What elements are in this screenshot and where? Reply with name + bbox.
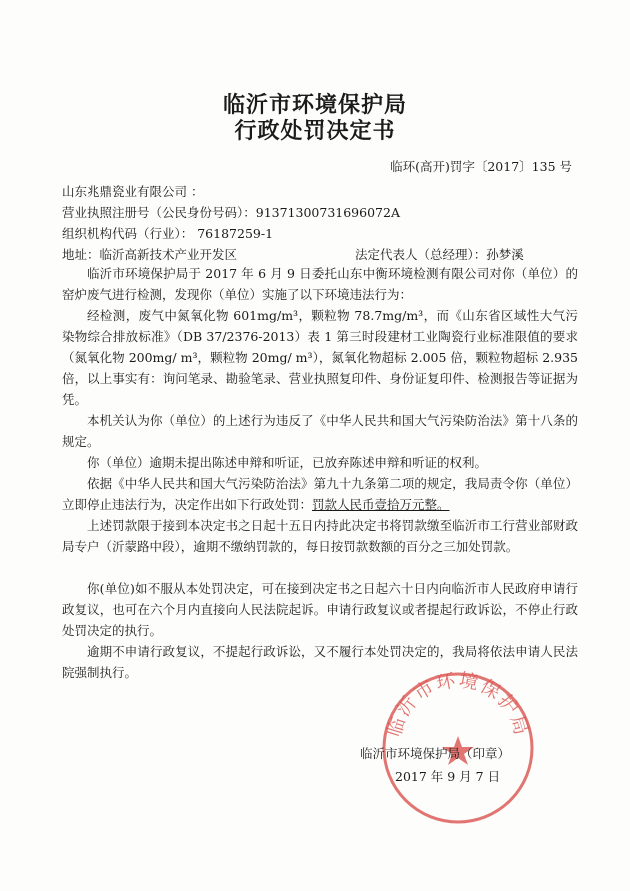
license-number: 营业执照注册号（公民身份号码）：91371300731696072A <box>62 205 400 220</box>
issuing-authority: 临沂市环境保护局（印章） <box>360 746 511 761</box>
issue-date: 2017 年 9 月 7 日 <box>395 769 501 784</box>
paragraph-enforcement: 逾期不申请行政复议，不提起行政诉讼，又不履行本处罚决定的，我局将依法申请人民法院强制执行。 <box>62 644 578 680</box>
penalty-amount: 罚款人民币壹拾万元整。 <box>312 497 450 512</box>
paragraph-payment: 上述罚款限于接到本决定书之日起十五日内持此决定书将罚款缴至临沂市工行营业部财政局专户（沂蒙路中段），逾期不缴纳罚款的，每日按罚款数额的百分之三加处罚款。 <box>62 518 578 554</box>
paragraph-inspection: 临沂市环境保护局于 2017 年 6 月 9 日委托山东中衡环境检测有限公司对你（单位）的窑炉废气进行检测，发现你（单位）实施了以下环境违法行为： <box>62 266 578 302</box>
paragraph-appeal: 你(单位)如不服从本处罚决定，可在接到决定书之日起六十日内向临沂市人民政府申请行政复议，也可在六个月内直接向人民法院起诉。申请行政复议或者提起行政诉讼，不停止行政处罚决定的执行。 <box>62 581 578 638</box>
legal-representative: 法定代表人（总经理）：孙梦溪 <box>355 247 524 262</box>
svg-text:临沂市环境保护局 <box>383 669 533 739</box>
paragraph-waiver: 你（单位）逾期未提出陈述申辩和听证，已放弃陈述申辩和听证的权利。 <box>87 455 488 470</box>
document-title-line2: 行政处罚决定书 <box>234 118 396 144</box>
paragraph-violation: 本机关认为你（单位）的上述行为违反了《中华人民共和国大气污染防治法》第十八条的规定。 <box>62 413 578 449</box>
document-number: 临环(高开)罚字〔2017〕135 号 <box>390 159 572 174</box>
decision-text: 依据《中华人民共和国大气污染防治法》第九十九条第二项的规定，我局责令你（单位）立即停止违法行为，决定作出如下行政处罚： <box>62 476 578 512</box>
org-code: 组织机构代码（行业）： 76187259-1 <box>62 226 274 241</box>
seal-text: 临沂市环境保护局 <box>383 669 533 740</box>
document-title-line1: 临沂市环境保护局 <box>222 92 407 118</box>
party-name: 山东兆鼎瓷业有限公司 ： <box>62 184 204 199</box>
address: 地址：临沂高新技术产业开发区 <box>62 247 238 262</box>
paragraph-facts: 经检测，废气中氮氧化物 601mg/m³，颗粒物 78.7mg/m³，而《山东省区域性大气污染物综合排放标准》（DB 37/2376-2013）表 1 第三时段建材工业陶瓷行业标准限值的要求（氮氧化物 200mg/ m³，颗粒物 20mg/ m³），氮氧化物超标 2.005 倍，颗粒物超标 2.935 倍，以上事实有：询问笔录、勘验笔录、营业执照复印件、身份证复印件、检测报告等证据为凭。 <box>62 308 578 407</box>
paragraph-decision <box>62 473 578 515</box>
